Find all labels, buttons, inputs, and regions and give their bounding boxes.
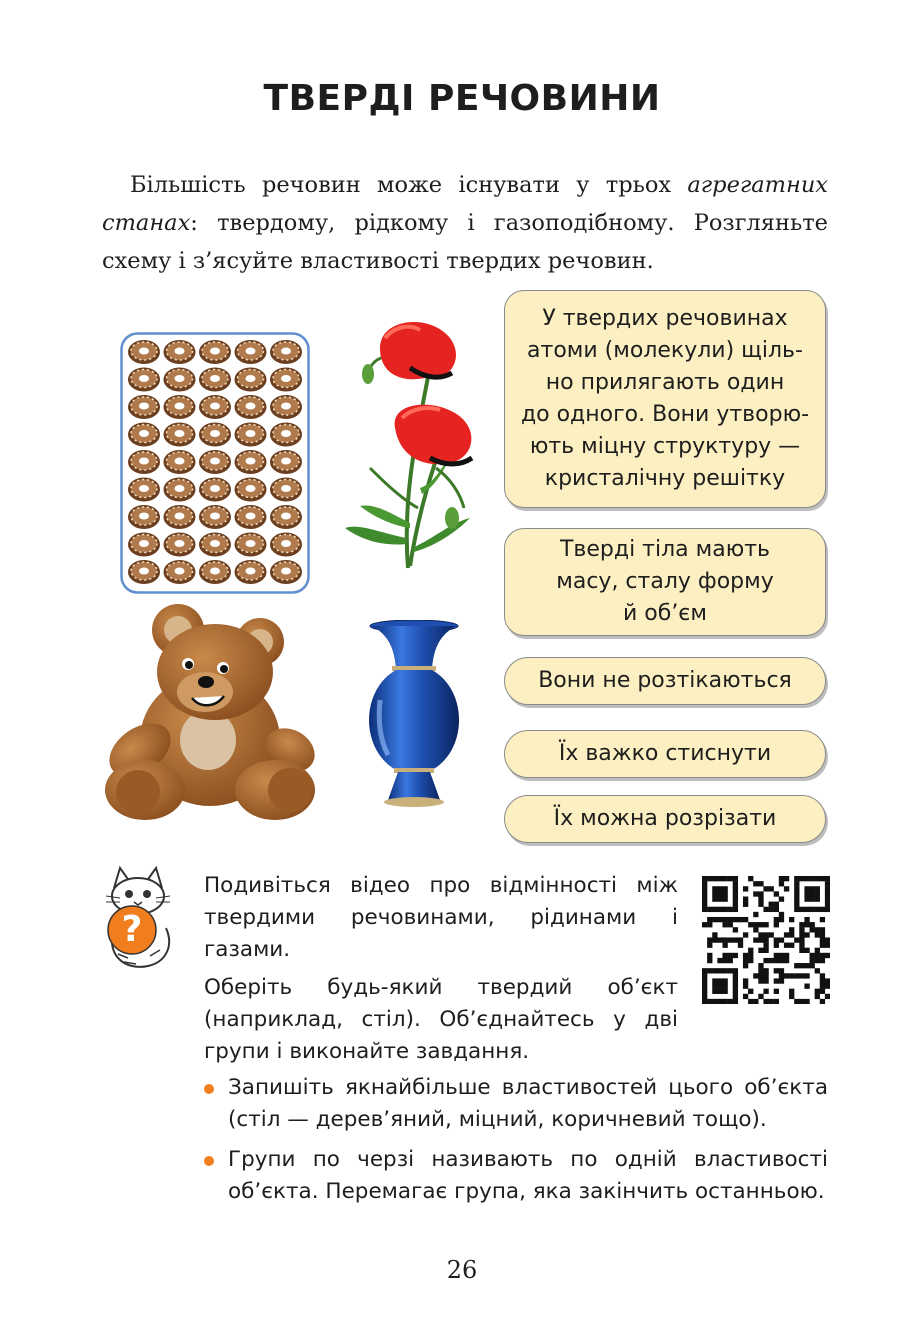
video-task-text: Подивіться відео про відмінності між твердими речовинами, рідинами і газами. (204, 873, 678, 962)
question-mark-badge: ? (121, 909, 143, 950)
property-card-can-cut: Їх можна розрізати (504, 795, 826, 843)
blue-vase-image (360, 620, 470, 814)
property-card-mass-shape: Тверді тіла мають масу, сталу форму й об’єм (504, 528, 826, 636)
bullet-dot (204, 1156, 214, 1166)
intro-paragraph: Більшість речовин може існувати у трьох агрегатних станах: твердому, рідкому і газоподібному. Розгляньте схему і з’ясуйте властивості твердих речовин. (102, 172, 828, 274)
qr-code[interactable] (702, 876, 830, 1008)
poppy-flower-image (340, 318, 490, 574)
donut-grid-image (120, 332, 310, 598)
page-title: ТВЕРДІ РЕЧОВИНИ (263, 78, 661, 119)
list-item: Запишіть якнайбільше властивостей цього об’єкта (стіл — дерев’яний, міцний, коричневий тощо). (204, 1072, 828, 1136)
list-item: Групи по черзі називають по одній властивості об’єкта. Перемагає група, яка закінчить останньою. (204, 1144, 828, 1208)
task-bullet-list (204, 1072, 828, 1208)
cat-question-icon (100, 866, 176, 976)
property-card-atoms: У твердих речовинах атоми (молекули) щіль- но прилягають один до одного. Вони утворю- ють міцну структуру — кристалічну решітку (504, 290, 826, 508)
term-aggregate-states: агрегатних станах (102, 172, 828, 236)
property-card-no-flow: Вони не розтікаються (504, 657, 826, 705)
bullet-dot (204, 1084, 214, 1094)
teddy-bear-image (100, 600, 322, 826)
page-number: 26 (446, 1256, 478, 1284)
property-card-hard-compress: Їх важко стиснути (504, 730, 826, 778)
group-task-text: Оберіть будь-який твердий об’єкт (наприклад, стіл). Об’єднайтесь у дві групи і виконайте завдання. (204, 975, 678, 1064)
